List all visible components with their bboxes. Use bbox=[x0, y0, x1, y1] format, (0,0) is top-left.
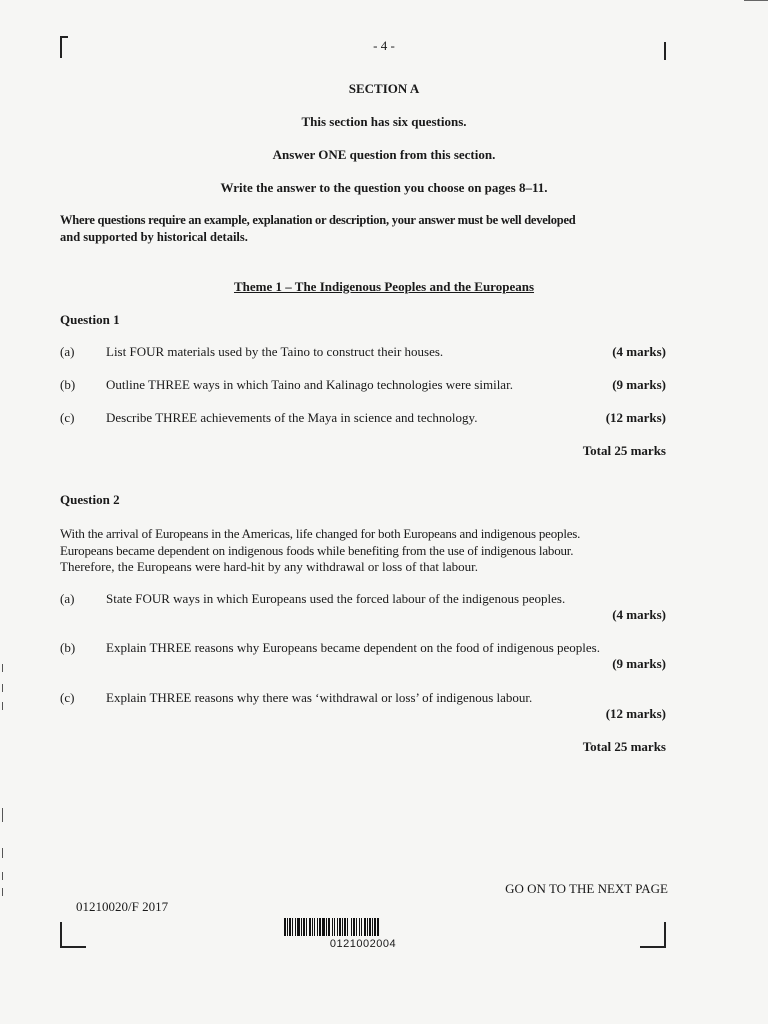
part-label: (a) bbox=[60, 591, 75, 606]
edge-mark-top-right bbox=[744, 0, 768, 1]
question-1-total: Total 25 marks bbox=[582, 443, 666, 458]
barcode bbox=[284, 918, 442, 936]
part-label: (c) bbox=[60, 410, 75, 425]
corner-mark-bottom-left-h bbox=[60, 946, 86, 948]
theme-title: Theme 1 – The Indigenous Peoples and the Europeans bbox=[233, 279, 535, 294]
part-text: List FOUR materials used by the Taino to construct their houses. bbox=[106, 344, 444, 359]
margin-tick bbox=[2, 848, 3, 858]
instruction-2: Answer ONE question from this section. bbox=[272, 147, 496, 162]
margin-tick bbox=[2, 888, 3, 896]
question-2-title: Question 2 bbox=[60, 492, 120, 507]
part-marks: (9 marks) bbox=[612, 377, 666, 392]
corner-mark-bottom-right-v bbox=[664, 922, 666, 948]
margin-tick bbox=[2, 872, 3, 880]
part-label: (c) bbox=[60, 690, 75, 705]
part-label: (b) bbox=[60, 640, 76, 655]
margin-tick bbox=[2, 664, 3, 672]
page-number: - 4 - bbox=[373, 38, 395, 53]
part-marks: (4 marks) bbox=[612, 607, 666, 622]
barcode-number: 0121002004 bbox=[329, 938, 397, 950]
margin-tick bbox=[2, 702, 3, 710]
part-label: (b) bbox=[60, 377, 76, 392]
corner-mark-bottom-right-h bbox=[640, 946, 666, 948]
question-2-total: Total 25 marks bbox=[582, 739, 666, 754]
instruction-1: This section has six questions. bbox=[301, 114, 467, 129]
barcode-stripe bbox=[379, 918, 380, 936]
intro-line-3: Therefore, the Europeans were hard-hit by any withdrawal or loss of that labour. bbox=[60, 559, 479, 574]
paper-code: 01210020/F 2017 bbox=[76, 899, 169, 914]
general-note-line-2: and supported by historical details. bbox=[60, 230, 248, 244]
margin-tick bbox=[2, 684, 3, 692]
part-text: Explain THREE reasons why there was ‘withdrawal or loss’ of indigenous labour. bbox=[106, 690, 533, 705]
general-note bbox=[60, 212, 680, 246]
instruction-3: Write the answer to the question you choose on pages 8–11. bbox=[220, 180, 548, 195]
question-2-intro bbox=[60, 526, 680, 576]
intro-line-1: With the arrival of Europeans in the Americas, life changed for both Europeans and indigenous peoples. bbox=[60, 526, 581, 541]
part-text: State FOUR ways in which Europeans used the forced labour of the indigenous peoples. bbox=[106, 591, 566, 606]
go-on-notice: GO ON TO THE NEXT PAGE bbox=[505, 881, 668, 896]
part-marks: (9 marks) bbox=[612, 656, 666, 671]
part-marks: (12 marks) bbox=[605, 410, 666, 425]
corner-mark-bottom-left-v bbox=[60, 922, 62, 948]
part-marks: (4 marks) bbox=[612, 344, 666, 359]
part-marks: (12 marks) bbox=[605, 706, 666, 721]
section-title: SECTION A bbox=[348, 81, 420, 96]
question-1-title: Question 1 bbox=[60, 312, 120, 327]
part-label: (a) bbox=[60, 344, 75, 359]
part-text: Describe THREE achievements of the Maya in science and technology. bbox=[106, 410, 478, 425]
margin-tick bbox=[2, 808, 3, 822]
general-note-line-1: Where questions require an example, explanation or description, your answer must be well developed bbox=[60, 213, 576, 227]
intro-line-2: Europeans became dependent on indigenous foods while benefiting from the use of indigenous labour. bbox=[60, 542, 574, 558]
part-text: Explain THREE reasons why Europeans became dependent on the food of indigenous peoples. bbox=[106, 640, 600, 655]
part-text: Outline THREE ways in which Taino and Kalinago technologies were similar. bbox=[106, 377, 513, 392]
